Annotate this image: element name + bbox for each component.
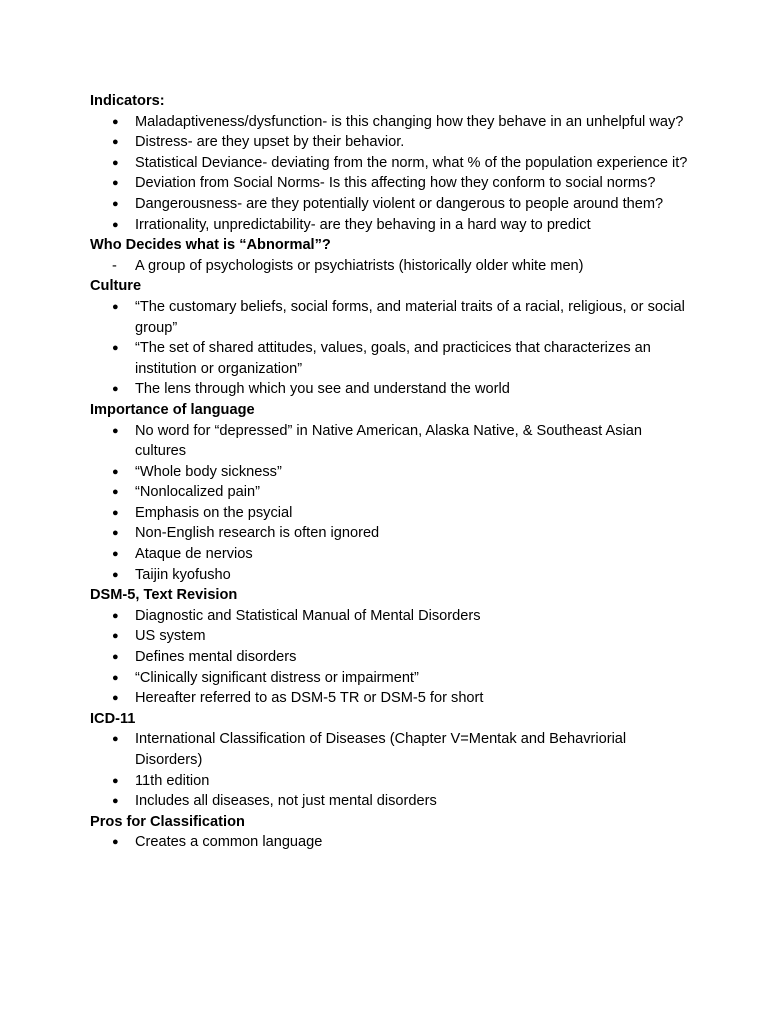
section-list (90, 729, 690, 811)
bullet-marker (112, 153, 126, 175)
list-item-text: “Nonlocalized pain” (135, 484, 260, 501)
bullet-marker (112, 647, 126, 669)
section-list (90, 606, 690, 709)
dash-marker (112, 256, 126, 277)
section-heading: DSM-5, Text Revision (90, 587, 238, 604)
list-item-text: Diagnostic and Statistical Manual of Mental Disorders (135, 607, 481, 624)
list-item-text: Ataque de nervios (135, 546, 253, 563)
section-heading: Importance of language (90, 401, 255, 418)
bullet-marker (112, 565, 126, 587)
list-item (90, 688, 690, 709)
list-item-text: Non-English research is often ignored (135, 525, 380, 542)
section-list (90, 832, 690, 853)
list-item (90, 482, 690, 503)
list-item-text: Irrationality, unpredictability- are they behaving in a hard way to predict (135, 216, 591, 233)
section-list (90, 256, 690, 277)
list-item-text: A group of psychologists or psychiatrists (historically older white men) (135, 257, 584, 274)
bullet-marker (112, 503, 126, 525)
bullet-marker (112, 194, 126, 216)
section-heading: Who Decides what is “Abnormal”? (90, 237, 331, 254)
list-item-text: Defines mental disorders (135, 649, 297, 666)
list-item-text: Includes all diseases, not just mental disorders (135, 793, 437, 810)
list-item-text: US system (135, 628, 206, 645)
list-item (90, 153, 690, 174)
bullet-marker (112, 482, 126, 504)
list-item (90, 606, 690, 627)
list-item (90, 647, 690, 668)
bullet-marker (112, 297, 126, 319)
bullet-marker (112, 626, 126, 648)
list-item-text: Taijin kyofusho (135, 566, 231, 583)
list-item (90, 791, 690, 812)
list-item (90, 132, 690, 153)
list-item (90, 297, 690, 338)
bullet-marker (112, 462, 126, 484)
bullet-marker (112, 771, 126, 793)
list-item-text: Deviation from Social Norms- Is this affecting how they conform to social norms? (135, 175, 656, 192)
list-item-text: “The customary beliefs, social forms, and material traits of a racial, religious, or social group” (135, 298, 685, 336)
bullet-marker (112, 338, 126, 360)
list-item (90, 215, 690, 236)
section-heading: Indicators: (90, 93, 165, 109)
bullet-marker (112, 544, 126, 566)
bullet-marker (112, 832, 126, 854)
bullet-marker (112, 421, 126, 443)
bullet-marker (112, 215, 126, 237)
list-item (90, 256, 690, 277)
list-item (90, 771, 690, 792)
section-list (90, 112, 690, 236)
bullet-marker (112, 132, 126, 154)
section-heading: Pros for Classification (90, 813, 245, 830)
list-item-text: International Classification of Diseases (Chapter V=Mentak and Behavriorial Disorders) (135, 731, 627, 768)
list-item (90, 565, 690, 586)
section-heading: Culture (90, 278, 142, 295)
list-item (90, 379, 690, 400)
section-list (90, 297, 690, 400)
list-item-text: “The set of shared attitudes, values, goals, and practicices that characterizes an institution or organization” (135, 340, 651, 377)
list-item (90, 112, 690, 133)
document-page (90, 91, 690, 853)
list-item-text: Maladaptiveness/dysfunction- is this changing how they behave in an unhelpful way? (135, 113, 684, 130)
bullet-marker (112, 379, 126, 401)
list-item-text: No word for “depressed” in Native American, Alaska Native, & Southeast Asian cultures (135, 422, 642, 460)
list-item-text: The lens through which you see and understand the world (135, 381, 510, 398)
bullet-marker (112, 791, 126, 813)
list-item-text: Creates a common language (135, 834, 323, 851)
bullet-marker (112, 668, 126, 690)
list-item-text: “Clinically significant distress or impairment” (135, 669, 419, 686)
bullet-marker (112, 173, 126, 195)
list-item (90, 729, 690, 770)
list-item-text: Dangerousness- are they potentially violent or dangerous to people around them? (135, 195, 664, 212)
list-item (90, 338, 690, 379)
bullet-marker (112, 523, 126, 545)
bullet-marker (112, 112, 126, 134)
list-item (90, 462, 690, 483)
list-item-text: Distress- are they upset by their behavior. (135, 134, 405, 151)
section-list (90, 421, 690, 586)
bullet-marker (112, 606, 126, 628)
list-item (90, 626, 690, 647)
bullet-marker (112, 729, 126, 751)
bullet-marker (112, 688, 126, 710)
list-item (90, 832, 690, 853)
list-item (90, 173, 690, 194)
list-item-text: Statistical Deviance- deviating from the norm, what % of the population experience it? (135, 154, 688, 171)
list-item-text: 11th edition (135, 772, 210, 789)
list-item-text: Hereafter referred to as DSM-5 TR or DSM-5 for short (135, 690, 484, 707)
list-item (90, 421, 690, 462)
list-item (90, 503, 690, 524)
list-item (90, 544, 690, 565)
list-item-text: Emphasis on the psycial (135, 504, 293, 521)
list-item (90, 668, 690, 689)
list-item-text: “Whole body sickness” (135, 463, 282, 480)
section-heading: ICD-11 (90, 710, 136, 727)
list-item (90, 194, 690, 215)
list-item (90, 523, 690, 544)
